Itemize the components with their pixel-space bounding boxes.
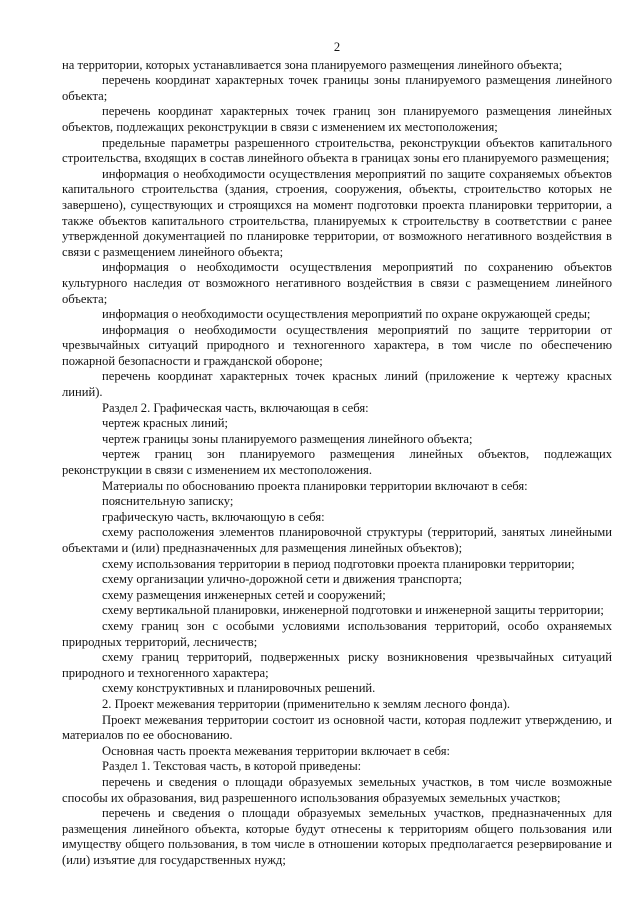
paragraph: Материалы по обоснованию проекта планировки территории включают в себя: [102, 478, 528, 493]
paragraph: графическую часть, включающую в себя: [102, 509, 325, 524]
paragraph: чертеж красных линий; [102, 416, 228, 431]
paragraph: информация о необходимости осуществления мероприятий по защите сохраняемых объектов капитального строительства (здания, строения, сооружения, объекты, строительство которых не завершено), существующих и строящихся на момент подготовки проекта планировки территории, а также объектов капитального строительства, планируемых к строительству в соответствии с ранее утвержденной документацией по планировке территории, от возможного негативного воздействия в связи с размещением линейного объекта; [62, 166, 612, 259]
paragraph: схему конструктивных и планировочных решений. [102, 681, 376, 696]
paragraph: схему размещения инженерных сетей и сооружений; [102, 587, 386, 602]
paragraph: чертеж границ зон планируемого размещения линейных объектов, подлежащих реконструкции в связи с изменением их местоположения. [62, 447, 612, 478]
paragraph: схему вертикальной планировки, инженерной подготовки и инженерной защиты территории; [102, 603, 604, 618]
section-heading: Раздел 2. Графическая часть, включающая в себя: [102, 400, 369, 415]
paragraph: чертеж границы зоны планируемого размещения линейного объекта; [102, 431, 473, 446]
paragraph: информация о необходимости осуществления мероприятий по защите территории от чрезвычайных ситуаций природного и техногенного характера, в том числе по обеспечению пожарной безопасности и гражданской обороне; [62, 322, 612, 368]
section-heading: 2. Проект межевания территории (применительно к землям лесного фонда). [102, 696, 511, 711]
paragraph: Проект межевания территории состоит из основной части, которая подлежит утверждению, и материалов по ее обоснованию. [62, 712, 612, 743]
paragraph: схему организации улично-дорожной сети и движения транспорта; [102, 572, 463, 587]
section-heading: Раздел 1. Текстовая часть, в которой приведены: [102, 759, 362, 774]
paragraph: предельные параметры разрешенного строительства, реконструкции объектов капитального строительства, входящих в состав линейного объекта в границах зоны его планируемого размещения; [62, 135, 612, 166]
paragraph: пояснительную записку; [102, 494, 234, 509]
paragraph: перечень координат характерных точек границ зон планируемого размещения линейных объектов, подлежащих реконструкции в связи с изменением их местоположения; [62, 104, 612, 134]
page-number: 2 [333, 40, 341, 54]
paragraph: перечень координат характерных точек границы зоны планируемого размещения линейного объекта; [62, 73, 612, 103]
paragraph: перечень координат характерных точек красных линий (приложение к чертежу красных линий). [62, 369, 612, 400]
paragraph: Основная часть проекта межевания территории включает в себя: [102, 743, 450, 758]
paragraph: информация о необходимости осуществления мероприятий по охране окружающей среды; [102, 307, 591, 322]
paragraph: на территории, которых устанавливается зона планируемого размещения линейного объекта; [62, 57, 563, 72]
paragraph: перечень и сведения о площади образуемых земельных участков, предназначенных для размещения линейного объекта, которые будут отнесены к территориям общего пользования или имуществу общего пользования, в том числе в отношении которых предполагается резервирование и (или) изъятие для государственных нужд; [62, 806, 612, 867]
paragraph: перечень и сведения о площади образуемых земельных участков, в том числе возможные способы их образования, вид разрешенного использования образуемых земельных участков; [62, 774, 612, 805]
paragraph: схему границ территорий, подверженных риску возникновения чрезвычайных ситуаций природного и техногенного характера; [62, 650, 612, 680]
paragraph: информация о необходимости осуществления мероприятий по сохранению объектов культурного наследия от возможного негативного воздействия в связи с размещением линейного объекта; [62, 260, 612, 306]
paragraph: схему границ зон с особыми условиями использования территорий, особо охраняемых природных территорий, лесничеств; [62, 618, 612, 649]
paragraph: схему использования территории в период подготовки проекта планировки территории; [102, 556, 575, 571]
paragraph: схему расположения элементов планировочной структуры (территорий, занятых линейными объектами и (или) предназначенных для размещения линейных объектов); [62, 525, 612, 555]
